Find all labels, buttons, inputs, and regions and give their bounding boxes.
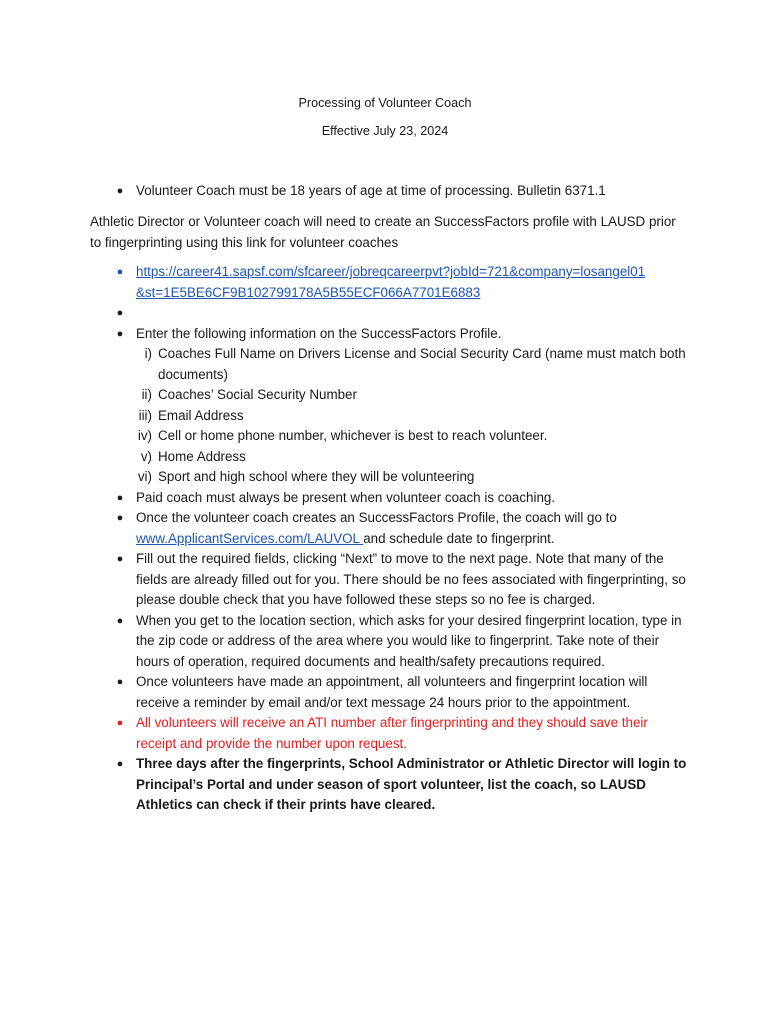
list-item — [90, 181, 690, 202]
bullet-icon: ● — [116, 307, 124, 319]
list-item — [90, 754, 690, 816]
profile-field-item: i) Coaches Full Name on Drivers License and Social Security Card (name must match both documents) — [144, 346, 686, 382]
list-item — [90, 303, 690, 324]
profile-field-item: vi) Sport and high school where they will be volunteering — [137, 469, 475, 484]
bullet-icon: ● — [116, 758, 124, 770]
list-item — [90, 549, 690, 611]
bullet-icon: ● — [116, 553, 124, 565]
list-item — [90, 713, 690, 754]
profile-field-item: ii) Coaches’ Social Security Number — [141, 387, 357, 402]
list-item — [90, 262, 690, 303]
location-text: When you get to the location section, which asks for your desired fingerprint location, type in the zip code or address of the area where you would like to fingerprint. Take note of their hours of operation, required documents and health/safety precautions required. — [136, 612, 682, 669]
bullet-icon: ● — [116, 491, 124, 504]
effective-date: Effective July 23, 2024 — [321, 124, 449, 138]
bullet-icon: ● — [116, 614, 124, 627]
bullet-icon: ● — [116, 512, 124, 524]
paid-coach-text: Paid coach must always be present when volunteer coach is coaching. — [136, 489, 556, 505]
fill-out-text: Fill out the required fields, clicking “Next” to move to the next page. Note that many of the fields are already filled out for you. There should be no fees associated with fingerprinting, so please double check that you have followed these steps so no fee is charged. — [136, 551, 686, 607]
steps-section — [90, 262, 690, 816]
intro-section — [90, 181, 690, 202]
profile-fields-list — [136, 344, 690, 488]
three-days-text: Three days after the fingerprints, School Administrator or Athletic Director will login to Principal’s Portal and under season of sport volunteer, list the coach, so LAUSD Athletics can check if their prints have cleared. — [136, 756, 687, 812]
list-item — [90, 488, 690, 509]
enter-info-text: Enter the following information on the SuccessFactors Profile. — [136, 325, 502, 341]
bullet-icon: ● — [116, 327, 124, 340]
instruction-paragraph: Athletic Director or Volunteer coach will need to create an SuccessFactors profile with LAUSD prior to fingerprinting using this link for volunteer coaches — [90, 214, 676, 250]
appointment-text: Once volunteers have made an appointment, all volunteers and fingerprint location will receive a reminder by email and/or text message 24 hours prior to the appointment. — [136, 674, 648, 710]
profile-field-item: iii) Email Address — [138, 407, 244, 423]
list-item — [90, 611, 690, 673]
document-title: Processing of Volunteer Coach — [298, 96, 472, 110]
bullet-icon: ● — [116, 717, 124, 729]
age-requirement: Volunteer Coach must be 18 years of age at time of processing. Bulletin 6371.1 — [136, 183, 606, 198]
profile-field-item: iv) Cell or home phone number, whichever is best to reach volunteer. — [137, 428, 548, 443]
applicant-services-link[interactable]: www.ApplicantServices.com/LAUVOL — [136, 530, 364, 546]
schedule-text: and schedule date to fingerprint. — [363, 530, 555, 546]
ati-notice-text: All volunteers will receive an ATI number after fingerprinting and they should save their receipt and provide the number upon request. — [136, 715, 648, 751]
bullet-icon: ● — [116, 185, 124, 197]
list-item — [90, 508, 690, 549]
bullet-icon: ● — [116, 266, 124, 278]
bullet-icon: ● — [116, 676, 124, 688]
list-item — [90, 324, 690, 488]
successfactors-link[interactable]: https://career41.sapsf.com/sfcareer/jobreqcareerpvt?jobId=721&company=losangel01 &st=1E5BE6CF9B102799178A5B55ECF066A7701E6883 — [136, 264, 646, 300]
profile-field-item: v) Home Address — [140, 448, 246, 464]
list-item — [90, 672, 690, 713]
once-creates-text: Once the volunteer coach creates an SuccessFactors Profile, the coach will go to — [136, 510, 617, 525]
